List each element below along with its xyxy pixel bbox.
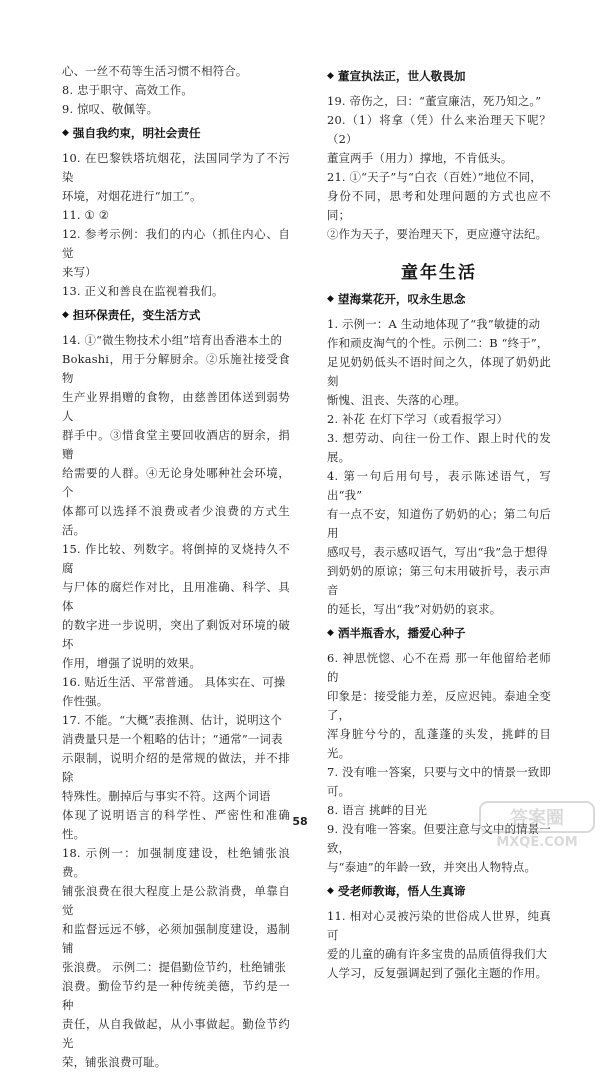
text-line: 与尸体的腐烂作对比，且用准确、科学、具体	[62, 580, 290, 613]
text-line: 足见奶奶低头不语时间之久，体现了奶奶此刻	[327, 355, 551, 388]
text-line: 身份不同，思考和处理问题的方式也应不同；	[327, 189, 551, 222]
text-line: 惭愧、沮丧、失落的心理。	[327, 393, 467, 407]
diamond-icon: ◆	[62, 310, 69, 320]
chapter-title: 童年生活	[401, 263, 477, 283]
watermark-logo	[478, 798, 596, 852]
section-heading	[327, 289, 551, 309]
text-line: 18. 示例一：加强制度建设，杜绝铺张浪费。	[62, 846, 290, 879]
left-column	[62, 62, 290, 1072]
text-line: 浑身脏兮兮的，乱蓬蓬的头发，挑衅的目光。	[327, 727, 551, 760]
section-heading	[327, 881, 551, 901]
diamond-icon: ◆	[327, 628, 334, 638]
text-line: 14. ①“微生物技术小组”培育出香港本土的	[62, 333, 283, 347]
text-line: 群手中。③惜食堂主要回收酒店的厨余，捐赠	[62, 428, 290, 461]
text-line: 环境，对烟花进行“加工”。	[62, 189, 202, 203]
text-line: 来写）	[62, 265, 97, 279]
text-line: 8. 语言 挑衅的目光	[327, 803, 428, 817]
section-heading	[62, 305, 290, 325]
text-line: 浪费。勤俭节约是一种传统美德，节约是一种	[62, 979, 290, 1012]
svg-text:MXQE.COM: MXQE.COM	[496, 835, 578, 850]
page-number: 58	[292, 815, 308, 828]
text-line: 特殊性。删掉后与事实不符。这两个词语	[62, 789, 271, 803]
text-line: 给需要的人群。④无论身处哪种社会环境，个	[62, 466, 290, 499]
diamond-icon: ◆	[327, 71, 334, 81]
text-line: 1. 示例一：A 生动地体现了“我”敏捷的动	[327, 317, 541, 331]
section-title: 受老师教诲，悟人生真谛	[337, 884, 466, 898]
text-line: 的数字进一步说明，突出了剩饭对环境的破坏	[62, 618, 290, 651]
text-line: 作和顽皮淘气的个性。示例二：B “终于”，	[327, 336, 549, 350]
text-line: 责任，从自我做起，从小事做起。勤俭节约光	[62, 1017, 290, 1050]
text-line: 12. 参考示例：我们的内心（抓住内心、自觉	[62, 227, 290, 260]
text-line: 与“泰迪”的年龄一致，并突出人物特点。	[327, 860, 537, 874]
text-line: 消费量只是一个粗略的估计；“通常”一词表	[62, 732, 283, 746]
text-line: 20.（1）将拿（凭）什么来治理天下呢？（2）	[327, 113, 551, 146]
text-line: 的延长，写出“我”对奶奶的哀求。	[327, 602, 502, 616]
text-line: 感叹号，表示感叹语气，写出“我”急于想得	[327, 545, 548, 559]
svg-text:答案圈: 答案圈	[510, 808, 564, 829]
diamond-icon: ◆	[327, 886, 334, 896]
text-line: 和监督远远不够，必须加强制度建设，遏制铺	[62, 922, 290, 955]
text-line: 6. 神思恍惚、心不在焉 那一年他留给老师的	[327, 651, 551, 684]
text-line: 3. 想劳动、向往一份工作、跟上时代的发展。	[327, 431, 551, 464]
text-line: 作用，增强了说明的效果。	[62, 656, 202, 670]
text-line: 9. 惊叹、敬佩等。	[62, 102, 159, 116]
diamond-icon: ◆	[62, 128, 69, 138]
text-line: 人学习，反复强调起到了强化主题的作用。	[327, 966, 548, 980]
text-line: 印象是：接受能力差，反应迟钝。泰迪全变了，	[327, 689, 551, 722]
text-line: 体都可以选择不浪费或者少浪费的方式生活。	[62, 504, 290, 537]
text-line: 15. 作比较、列数字。将倒掉的叉烧持久不腐	[62, 542, 290, 575]
text-line: 8. 忠于职守、高效工作。	[62, 83, 193, 97]
text-line: 生产业界捐赠的食物，由慈善团体送到弱势人	[62, 390, 290, 423]
section-heading	[327, 623, 551, 643]
text-line: 10. 在巴黎铁塔坑烟花，法国同学为了不污染	[62, 151, 290, 184]
text-line: 11. 相对心灵被污染的世俗成人世界，纯真可	[327, 909, 551, 942]
text-line: 荣，铺张浪费可耻。	[62, 1055, 167, 1069]
text-line: 铺张浪费在很大程度上是公款消费，单靠自觉	[62, 884, 290, 917]
section-title: 望海棠花开，叹永生思念	[337, 292, 466, 306]
section-heading	[62, 123, 290, 143]
section-title: 强自我约束，明社会责任	[72, 126, 201, 140]
text-line: 11. ① ②	[62, 208, 110, 222]
text-line: 爱的儿童的确有许多宝贵的品质值得我们大	[327, 947, 548, 961]
section-title: 董宣执法正，世人敬畏加	[337, 69, 466, 83]
text-line: 有一点不安，知道伤了奶奶的心；第二句后用	[327, 507, 551, 540]
text-line: 到奶奶的原谅；第三句末用破折号，表示声音	[327, 564, 551, 597]
section-heading	[327, 66, 551, 86]
text-line: 4. 第一句后用句号，表示陈述语气，写出“我”	[327, 469, 551, 502]
diamond-icon: ◆	[327, 294, 334, 304]
text-line: 作性强。	[62, 694, 109, 708]
text-line: 21. ①“天子”与“白衣（百姓）”地位不同，	[327, 170, 542, 184]
text-line: 心、一丝不苟等生活习惯不相符合。	[62, 64, 248, 78]
section-title: 洒半瓶香水，播爱心种子	[337, 626, 466, 640]
text-line: 16. 贴近生活、平常普通。 具体实在、可操	[62, 675, 286, 689]
text-line: 17. 不能。“大概”表推测、估计，说明这个	[62, 713, 283, 727]
text-line: 体现了说明语言的科学性、严密性和准确性。	[62, 808, 290, 841]
section-title: 担环保责任，变生活方式	[72, 308, 201, 322]
text-line: 2. 补花 在灯下学习（或看报学习）	[327, 412, 509, 426]
text-line: 7. 没有唯一答案，只要与文中的情景一致即可。	[327, 765, 551, 798]
text-line: 张浪费。 示例二：提倡勤俭节约，杜绝铺张	[62, 960, 287, 974]
text-line: ②作为天子，要治理天下，更应遵守法纪。	[327, 227, 548, 241]
text-line: 19. 帝伤之，曰：“董宣廉洁，死乃知之。”	[327, 94, 542, 108]
text-line: Bokashi，用于分解厨余。②乐施社接受食物	[62, 352, 290, 385]
text-line: 示限制，说明介绍的是常规的做法，并不排除	[62, 751, 290, 784]
text-line: 9. 没有唯一答案。但要注意与文中的情景一致，	[327, 822, 551, 855]
text-line: 董宣两手（用力）撑地，不肯低头。	[327, 151, 513, 165]
text-line: 13. 正义和善良在监视着我们。	[62, 284, 224, 298]
